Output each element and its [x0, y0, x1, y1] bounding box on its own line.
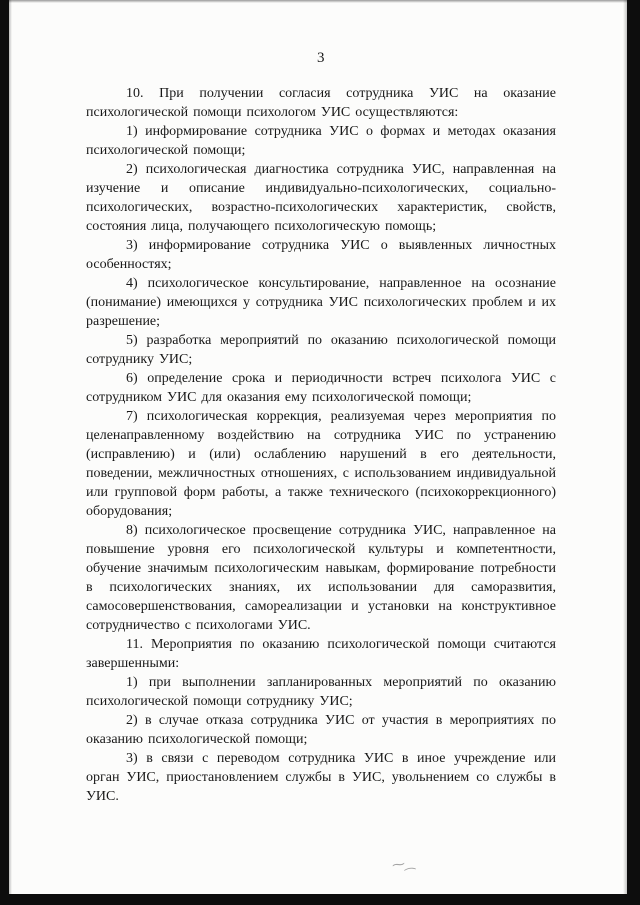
paragraph-10-item-2: 2) психологическая диагностика сотрудника УИС, направленная на изучение и описание индивидуально-психологических, социально-психологических, возрастно-психологических характеристик, свойств, состояния лица, получающего психологическую помощь;: [86, 162, 556, 234]
scan-edge-top: [0, 0, 640, 3]
paragraph-10-item-8: 8) психологическое просвещение сотрудника УИС, направленное на повышение уровня его психологической культуры и компетентности, обучение значимым психологическим навыкам, формирование потребности в психологических знаниях, их использовании для саморазвития, самосовершенствования, самореализации и установки на конструктивное сотрудничество с психологами УИС.: [86, 523, 556, 633]
paragraph-10-item-6: 6) определение срока и периодичности встреч психолога УИС с сотрудником УИС для оказания ему психологической помощи;: [86, 371, 556, 405]
paragraph-11: 11. Мероприятия по оказанию психологической помощи считаются завершенными:: [86, 637, 556, 671]
paragraph-10-item-5: 5) разработка мероприятий по оказанию психологической помощи сотруднику УИС;: [86, 333, 556, 367]
paragraph-10-item-4: 4) психологическое консультирование, направленное на осознание (понимание) имеющихся у сотрудника УИС психологических проблем и их разрешение;: [86, 276, 556, 329]
paragraph-10-item-3: 3) информирование сотрудника УИС о выявленных личностных особенностях;: [86, 238, 556, 272]
scan-edge-bottom: [0, 894, 640, 905]
scan-artifact: ⁓⁔: [390, 854, 415, 873]
paragraph-10: 10. При получении согласия сотрудника УИС на оказание психологической помощи психологом УИС осуществляются:: [86, 86, 556, 120]
paragraph-11-item-1: 1) при выполнении запланированных мероприятий по оказанию психологической помощи сотруднику УИС;: [86, 675, 556, 709]
paragraph-11-item-3: 3) в связи с переводом сотрудника УИС в иное учреждение или орган УИС, приостановлением службы в УИС, увольнением со службы в УИС.: [86, 751, 556, 804]
scan-edge-right: [627, 0, 640, 905]
paragraph-11-item-2: 2) в случае отказа сотрудника УИС от участия в мероприятиях по оказанию психологической помощи;: [86, 713, 556, 747]
scan-edge-left: [0, 0, 9, 905]
paragraph-10-item-7: 7) психологическая коррекция, реализуемая через мероприятия по целенаправленному воздействию на сотрудника УИС по устранению (исправлению) и (или) ослаблению нарушений в его деятельности, поведении, межличностных отношениях, с использованием индивидуальной или групповой форм работы, а также технического (психокоррекционного) оборудования;: [86, 409, 556, 519]
paragraph-10-item-1: 1) информирование сотрудника УИС о формах и методах оказания психологической помощи;: [86, 124, 556, 158]
document-text-block: [86, 50, 556, 806]
page-number: 3: [317, 50, 325, 66]
